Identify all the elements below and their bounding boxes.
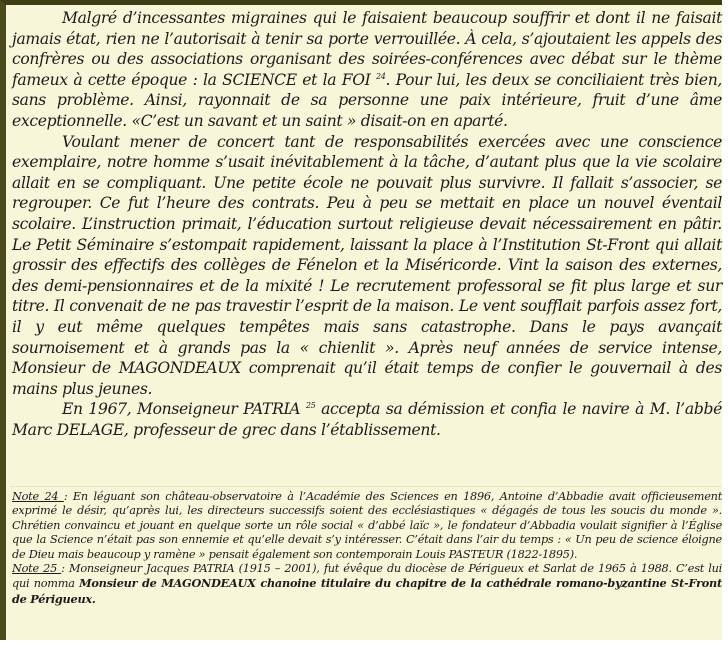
footnote-divider — [10, 486, 722, 487]
main-text — [12, 8, 722, 440]
paragraph-1-text-b: . Pour lui, les deux se conciliaient très bien, sans problème. Ainsi, rayonnait de sa personne une paix intérieure, fruit d’une âme exceptionnelle. «C’est un savant et un saint » disait-on en aparté. — [12, 70, 722, 130]
note-24 — [12, 490, 722, 562]
note-25 — [12, 562, 722, 607]
note-25-bold-text: Monsieur de MAGONDEAUX chanoine titulaire du chapitre de la cathédrale romano-byzantine St-Front de Périgueux. — [12, 576, 722, 606]
footnote-ref-24[interactable]: 24 — [375, 71, 386, 81]
note-25-label: Note 25 — [12, 562, 62, 576]
paragraph-3-text-a: En 1967, Monseigneur PATRIA — [62, 400, 306, 419]
footnote-ref-25[interactable]: 25 — [305, 401, 316, 411]
paragraph-1-text-a: Malgré d’incessantes migraines qui le faisaient beaucoup souffrir et dont il ne faisait jamais état, rien ne l’autorisait à tenir sa porte verrouillée. À cela, s’ajoutaient les appels des confrères ou des associations organisant des soirées-conférences avec débat sur le thème fameux à cette époque : la SCIENCE et la FOI — [12, 9, 722, 89]
paragraph-2: Voulant mener de concert tant de responsabilités exercées avec une conscience exemplaire, notre homme s’usait inévitablement à la tâche, d’autant plus que la vie scolaire allait en se compliquant. Une petite école ne pouvait plus survivre. Il fallait s’associer, se regrouper. Ce fut l’heure des contrats. Peu à peu se mettait en place un nouvel éventail scolaire. L’instruction primait, l’éducation surtout religieuse devait nécessairement en pâtir. Le Petit Séminaire s’estompait rapidement, laissant la place à l’Institution St-Front qui allait grossir des effectifs des collèges de Fénelon et la Miséricorde. Vint la saison des externes, des demi-pensionnaires et de la mixité ! Le recrutement professoral se fit plus large et sur titre. Il convenait de ne pas travestir l’esprit de la maison. Le vent soufflait parfois assez fort, il y eut même quelques tempêtes mais sans catastrophe. Dans le pays avançait sournoisement et à grands pas la « chienlit ». Après neuf années de service intense, Monsieur de MAGONDEAUX comprenait qu’il était temps de confier le gouvernail à des mains plus jeunes. — [12, 132, 722, 398]
note-25-text: : Monseigneur Jacques PATRIA (1915 – 2001), fut évêque du diocèse de Périgueux et Sarlat de 1965 à 1988. C’est lui qui nomma — [12, 562, 723, 591]
note-24-label: Note 24 — [12, 490, 64, 503]
paragraph-3 — [12, 399, 722, 440]
note-24-text: : En léguant son château-observatoire à l’Académie des Sciences en 1896, Antoine d’Abbadie avait officieusement exprimé le désir, qu’après lui, les directeurs successifs soient des ecclésiastiques « dégagés de tous les soucis du monde ». Chrétien convaincu et jouant en quelque sorte un rôle social « d’abbé laïc », le fondateur d’Abbadia voulait signifier à l’Église que la Science n’était pas son ennemie et qu’elle devait s’y intéresser. C’était dans l’air du temps : « Un peu de science éloigne de Dieu mais beaucoup y ramène » pensait également son contemporain Louis PASTEUR (1822-1895). — [12, 490, 722, 561]
footnotes — [12, 490, 722, 607]
paragraph-1 — [12, 8, 722, 132]
paragraph-3-text-b: accepta sa démission et confia le navire à M. l’abbé Marc DELAGE, professeur de grec dans l’établissement. — [12, 400, 723, 439]
